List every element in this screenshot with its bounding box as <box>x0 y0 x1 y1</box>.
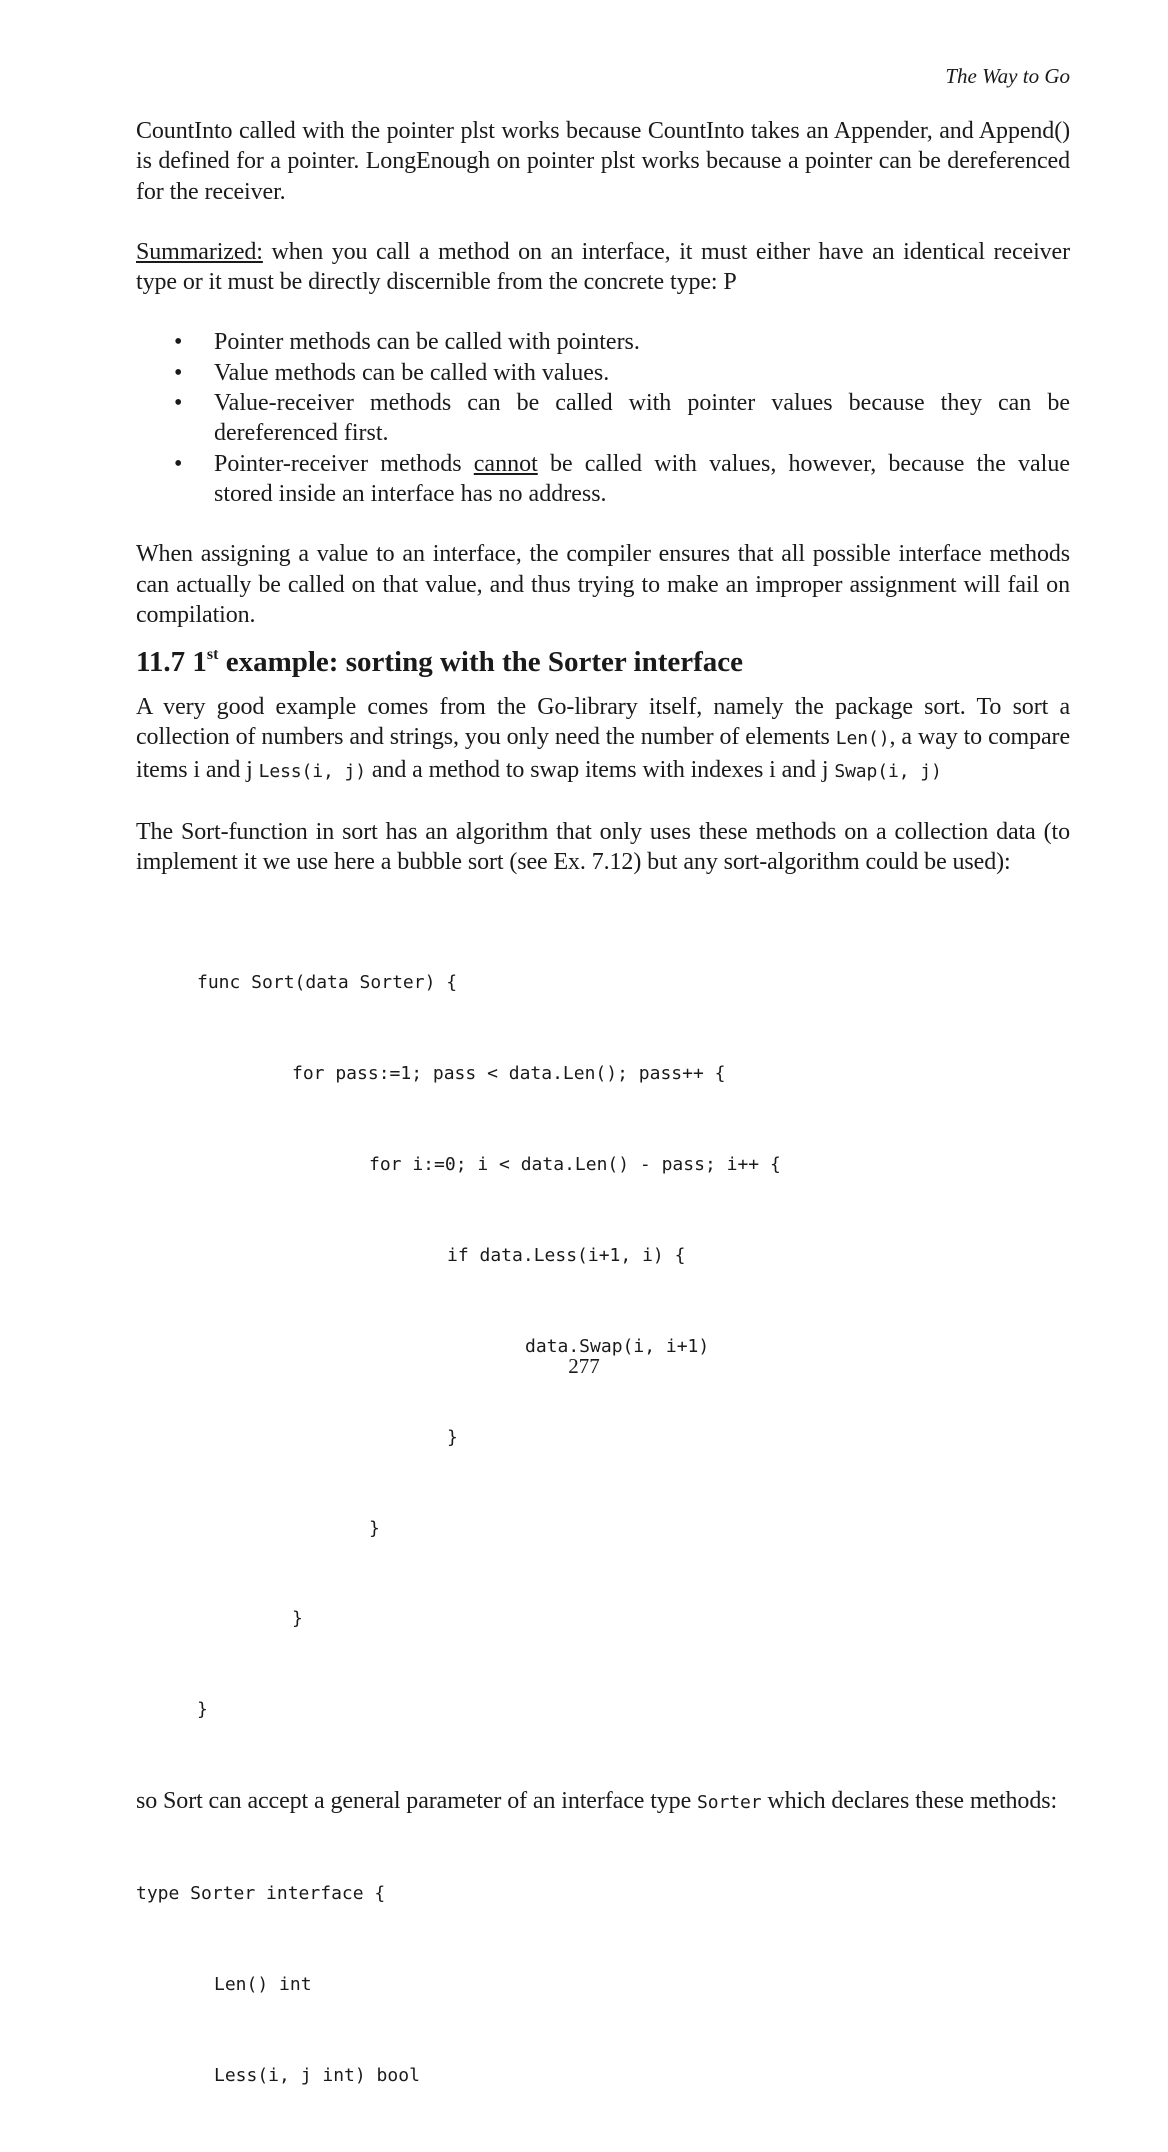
running-header: The Way to Go <box>945 64 1070 88</box>
inline-code: Less(i, j) <box>258 760 366 782</box>
code-line: type Sorter interface { <box>136 1883 386 1905</box>
list-item: • Pointer-receiver methods cannot be called with values, however, because the value stored inside an interface has no address. <box>174 450 1070 507</box>
code-line: data.Swap(i, i+1) <box>525 1335 710 1357</box>
code-line: } <box>292 1608 303 1630</box>
code-block-sort <box>136 908 1070 1787</box>
code-line: } <box>369 1517 380 1539</box>
code-line: } <box>447 1426 458 1448</box>
code-block-interface <box>136 1819 1070 2152</box>
paragraph-countinto: CountInto called with the pointer plst works because CountInto takes an Appender, and Append() is defined for a pointer. LongEnough on pointer plst works because a pointer can be dereferenced for the receiver. <box>136 118 1070 205</box>
underlined-cannot: cannot <box>473 450 538 477</box>
bullet-icon: • <box>174 450 183 477</box>
code-line: Less(i, j int) bool <box>214 2064 420 2086</box>
inline-code: Sorter <box>697 1792 762 1814</box>
page-content <box>136 116 1070 2152</box>
inline-code: Swap(i, j) <box>834 760 942 782</box>
summarized-text: when you call a method on an interface, it must either have an identical receiver type or it must be directly discernible from the concrete type: P <box>136 238 1070 296</box>
bullet-list <box>136 327 1070 509</box>
list-item: • Pointer methods can be called with pointers. <box>136 327 1070 357</box>
paragraph-sorter-param: so Sort can accept a general parameter of an interface type Sorter which declares these methods: <box>136 1788 1058 1815</box>
code-line: for pass:=1; pass < data.Len(); pass++ { <box>292 1063 726 1085</box>
inline-code: Len() <box>835 728 890 750</box>
bullet-icon: • <box>174 329 183 356</box>
bullet-icon: • <box>174 390 183 417</box>
paragraph-summarized <box>136 237 1070 298</box>
code-line: func Sort(data Sorter) { <box>197 972 458 994</box>
paragraph-assigning: When assigning a value to an interface, the compiler ensures that all possible interface methods can actually be called on that value, and thus trying to make an improper assignment will fail on compilation. <box>136 541 1070 628</box>
paragraph-go-library: A very good example comes from the Go-library itself, namely the package sort. To sort a collection of numbers and strings, you only need the number of elements Len(), a way to compare items i and j Less(i, j) and a method to swap items with indexes i and j Swap(i, j) <box>136 694 1070 783</box>
summarized-label: Summarized: <box>136 238 263 265</box>
code-line: Len() int <box>214 1974 312 1996</box>
code-line: for i:=0; i < data.Len() - pass; i++ { <box>369 1154 781 1176</box>
code-line: if data.Less(i+1, i) { <box>447 1244 686 1266</box>
paragraph-sort-function: The Sort-function in sort has an algorithm that only uses these methods on a collection data (to implement it we use here a bubble sort (see Ex. 7.12) but any sort-algorithm could be used): <box>136 819 1070 876</box>
list-item: • Value-receiver methods can be called with pointer values because they can be dereferenced first. <box>174 390 1070 447</box>
bullet-icon: • <box>174 359 183 386</box>
code-line: } <box>197 1699 208 1721</box>
page-number: 277 <box>568 1354 600 1378</box>
section-heading: 11.7 1st example: sorting with the Sorter interface <box>136 646 744 679</box>
list-item: • Value methods can be called with values. <box>136 358 1070 388</box>
